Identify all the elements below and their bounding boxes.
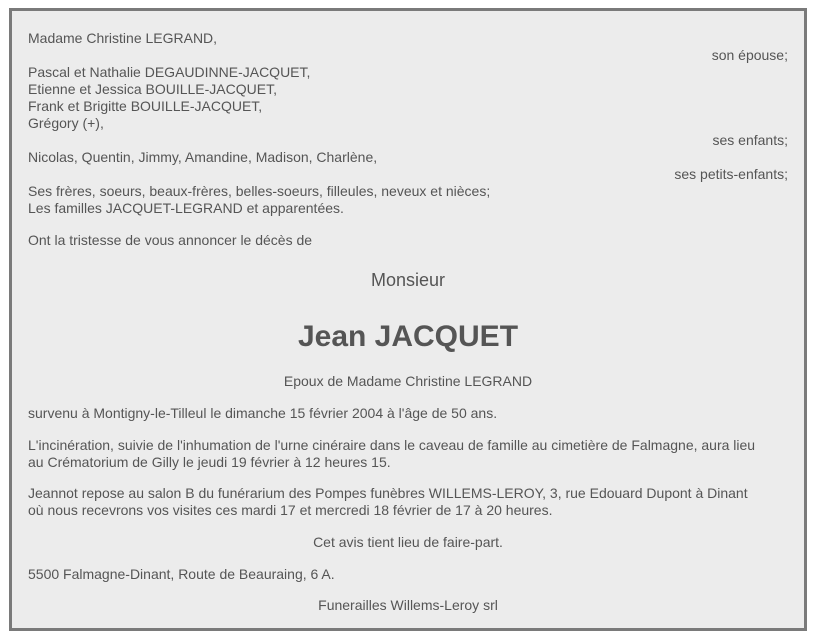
child-line-4: Grégory (+), — [28, 115, 104, 131]
ceremony-line-1: L'incinération, suivie de l'inhumation de l'urne cinéraire dans le caveau de famille au cimetière de Falmagne, aura lieu — [28, 437, 756, 453]
spouse-line: Madame Christine LEGRAND, — [28, 30, 218, 46]
spouse-of-line: Epoux de Madame Christine LEGRAND — [283, 373, 533, 389]
visitation-line-1: Jeannot repose au salon B du funérarium des Pompes funèbres WILLEMS-LEROY, 3, rue Edouard Dupont à Dinant — [28, 485, 748, 501]
spouse-role: son épouse; — [711, 47, 788, 63]
deceased-name: Jean JACQUET — [297, 320, 519, 353]
visitation-line-2: où nous recevrons vos visites ces mardi 17 et mercredi 18 février de 17 à 20 heures. — [28, 502, 553, 518]
grandchildren-line: Nicolas, Quentin, Jimmy, Amandine, Madison, Charlène, — [28, 149, 378, 165]
child-line-3: Frank et Brigitte BOUILLE-JACQUET, — [28, 98, 263, 114]
death-info: survenu à Montigny-le-Tilleul le dimanche 15 février 2004 à l'âge de 50 ans. — [28, 405, 498, 421]
ceremony-line-2: au Crématorium de Gilly le jeudi 19 février à 12 heures 15. — [28, 454, 391, 470]
address-text: 5500 Falmagne-Dinant, Route de Beauraing, 6 A. — [28, 566, 335, 582]
funeral-home: Funerailles Willems-Leroy srl — [318, 597, 498, 613]
obituary-card — [9, 8, 807, 631]
honorific: Monsieur — [370, 270, 446, 290]
announce-text: Ont la tristesse de vous annoncer le décès de — [28, 232, 313, 248]
relatives-line-2: Les familles JACQUET-LEGRAND et apparentées. — [28, 200, 344, 216]
notice-text: Cet avis tient lieu de faire-part. — [313, 534, 503, 550]
child-line-1: Pascal et Nathalie DEGAUDINNE-JACQUET, — [28, 64, 311, 80]
child-line-2: Etienne et Jessica BOUILLE-JACQUET, — [28, 81, 277, 97]
relatives-line-1: Ses frères, soeurs, beaux-frères, belles-soeurs, filleules, neveux et nièces; — [28, 183, 491, 199]
children-role: ses enfants; — [712, 132, 788, 148]
grandchildren-role: ses petits-enfants; — [674, 166, 788, 182]
